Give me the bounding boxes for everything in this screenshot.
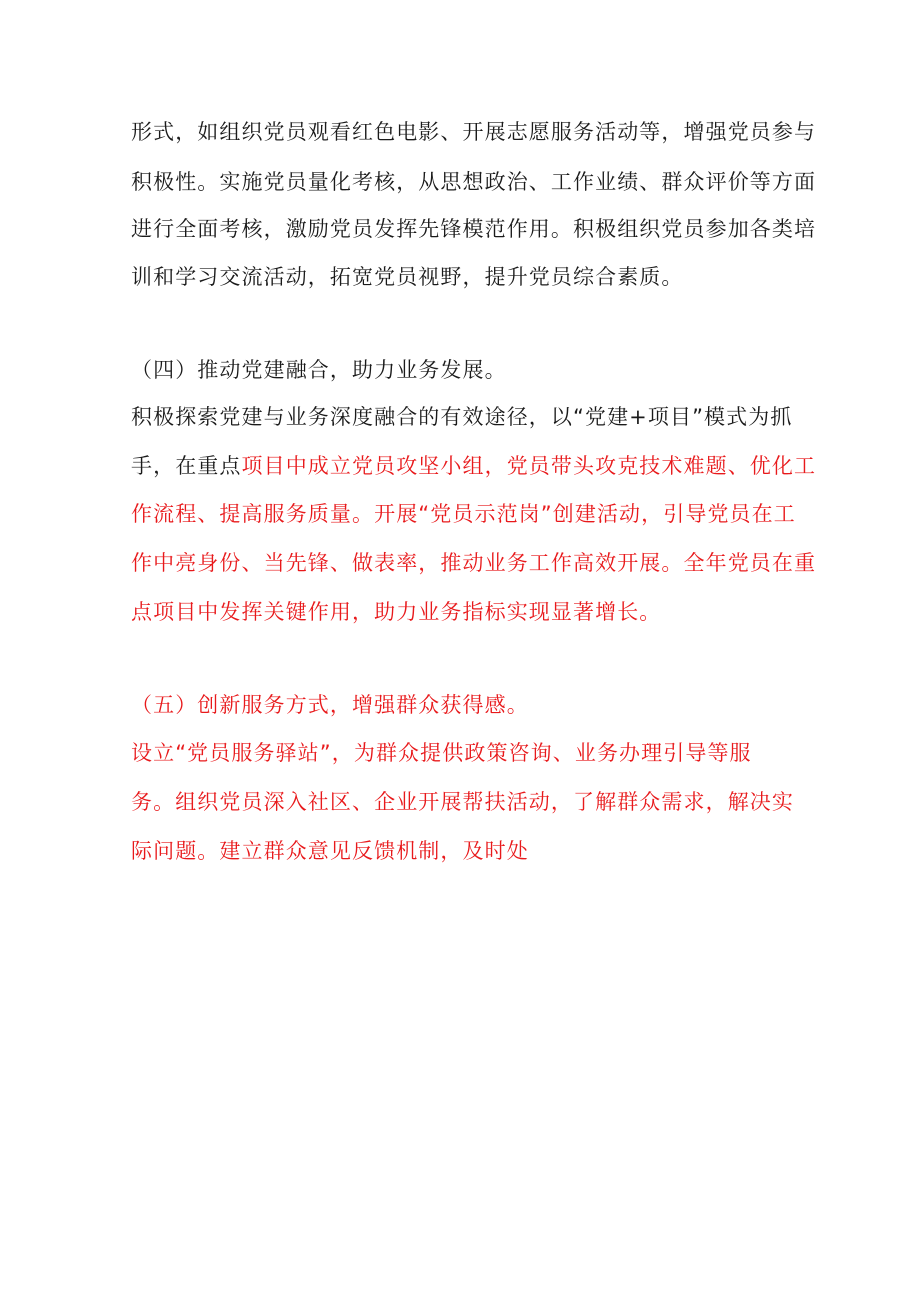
highlighted-text: 项目中成立党员攻坚小组，党员带头攻克技术难题、优化工 [241, 454, 817, 478]
text-line-mixed [131, 451, 817, 481]
highlighted-line: 设立“党员服务驿站”，为群众提供政策咨询、业务办理引导等服 [131, 741, 752, 765]
highlighted-line: 点项目中发挥关键作用，助力业务指标实现显著增长。 [131, 600, 662, 624]
highlighted-line: 务。组织党员深入社区、企业开展帮扶活动，了解群众需求，解决实 [131, 790, 794, 814]
highlighted-line: 际问题。建立群众意见反馈机制，及时处 [131, 839, 529, 863]
section-heading: （四）推动党建融合，助力业务发展。 [131, 358, 507, 382]
highlighted-line: 作流程、提高服务质量。开展“党员示范岗”创建活动，引导党员在工 [131, 502, 796, 526]
text-line: 训和学习交流活动，拓宽党员视野，提升党员综合素质。 [131, 265, 684, 289]
section-heading: （五）创新服务方式，增强群众获得感。 [131, 693, 529, 717]
text-line: 积极性。实施党员量化考核，从思想政治、工作业绩、群众评价等方面 [131, 170, 817, 194]
text-line: 积极探索党建与业务深度融合的有效途径，以“党建+项目”模式为抓 [131, 405, 793, 429]
highlighted-line: 作中亮身份、当先锋、做表率，推动业务工作高效开展。全年党员在重 [131, 551, 817, 575]
text-line: 进行全面考核，激励党员发挥先锋模范作用。积极组织党员参加各类培 [131, 217, 817, 241]
black-text: 手，在重点 [131, 454, 242, 478]
text-line: 形式，如组织党员观看红色电影、开展志愿服务活动等，增强党员参与 [131, 120, 817, 144]
